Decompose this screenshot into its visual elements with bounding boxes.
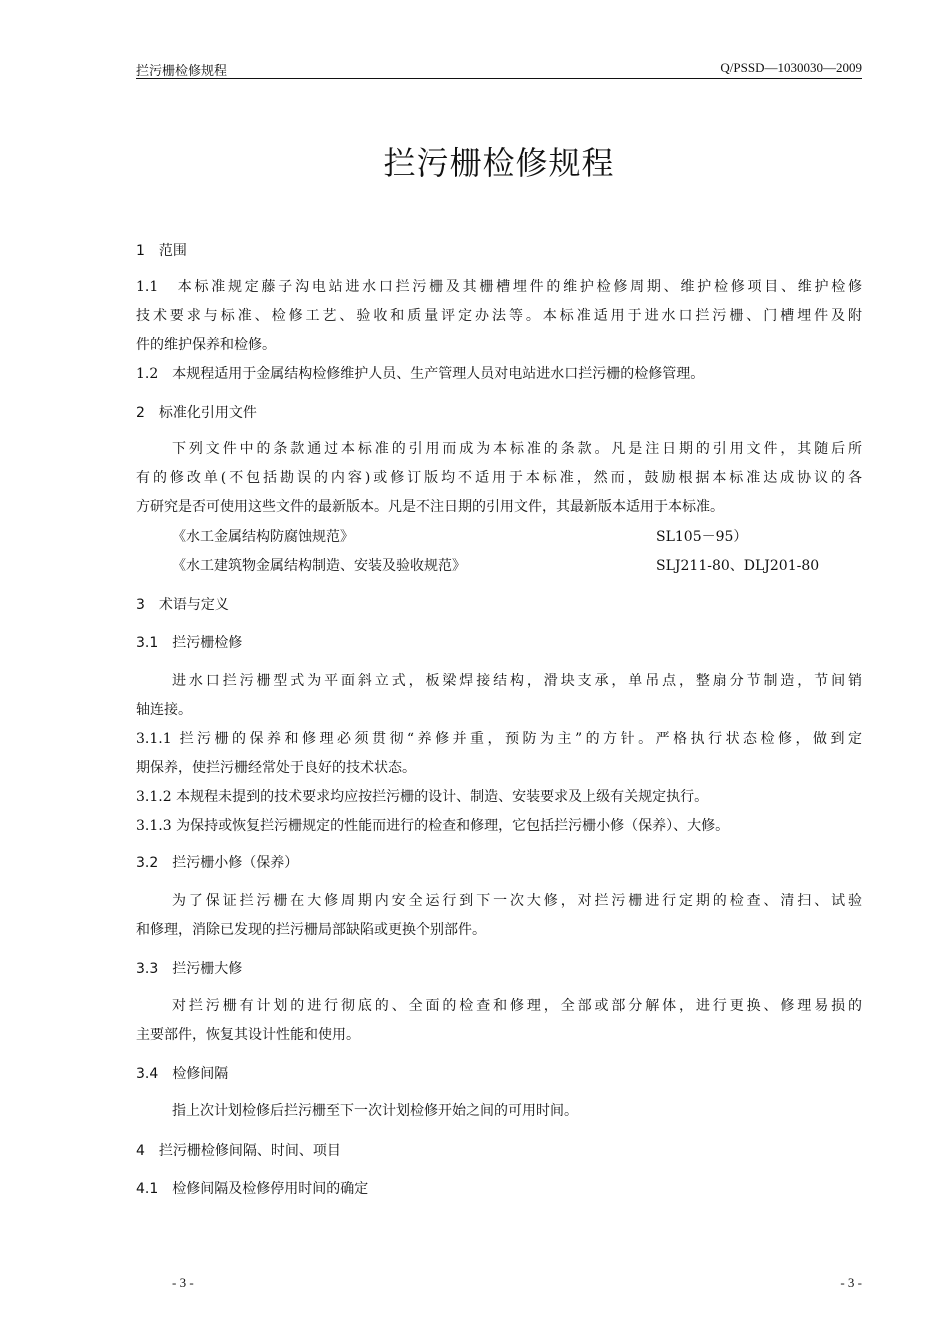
section-2-heading: 2 标准化引用文件 <box>136 405 257 421</box>
para-1-1-line-1: 1.1 本标准规定藤子沟电站进水口拦污栅及其栅槽埋件的维护检修周期、维护检修项目、维护检修 <box>136 279 862 295</box>
para-3-4: 指上次计划检修后拦污栅至下一次计划检修开始之间的可用时间。 <box>172 1103 578 1119</box>
reference-code: SL105－95） <box>656 529 748 545</box>
reference-name: 《水工建筑物金属结构制造、安装及验收规范》 <box>172 558 466 574</box>
para-2-line-1: 下列文件中的条款通过本标准的引用而成为本标准的条款。凡是注日期的引用文件，其随后所 <box>172 441 862 457</box>
page-title: 拦污栅检修规程 <box>383 144 615 182</box>
para-3-1-line-2: 轴连接。 <box>136 702 192 718</box>
para-3-1-1-line-2: 期保养，使拦污栅经常处于良好的技术状态。 <box>136 760 416 776</box>
para-3-1-line-1: 进水口拦污栅型式为平面斜立式，板梁焊接结构，滑块支承，单吊点，整扇分节制造，节间销 <box>172 673 862 689</box>
reference-name: 《水工金属结构防腐蚀规范》 <box>172 529 354 545</box>
para-3-2-line-1: 为了保证拦污栅在大修周期内安全运行到下一次大修，对拦污栅进行定期的检查、清扫、试验 <box>172 893 862 909</box>
section-3-heading: 3 术语与定义 <box>136 597 229 613</box>
para-3-1-3: 3.1.3 为保持或恢复拦污栅规定的性能而进行的检查和修理，它包括拦污栅小修（保养）、大修。 <box>136 818 730 834</box>
header-rule <box>136 78 862 79</box>
subsection-3-3-heading: 3.3 拦污栅大修 <box>136 961 243 977</box>
subsection-3-2-heading: 3.2 拦污栅小修（保养） <box>136 855 299 871</box>
section-1-heading: 1 范围 <box>136 243 187 259</box>
subsection-3-1-heading: 3.1 拦污栅检修 <box>136 635 243 651</box>
footer-page-number-right: - 3 - <box>840 1275 862 1290</box>
header-doc-code: Q/PSSD—1030030—2009 <box>720 60 862 75</box>
para-1-2: 1.2 本规程适用于金属结构检修维护人员、生产管理人员对电站进水口拦污栅的检修管理。 <box>136 366 705 382</box>
para-2-line-2: 有的修改单(不包括勘误的内容)或修订版均不适用于本标准，然而，鼓励根据本标准达成协议的各 <box>136 470 862 486</box>
reference-code: SLJ211-80、DLJ201-80 <box>656 558 820 574</box>
para-3-3-line-1: 对拦污栅有计划的进行彻底的、全面的检查和修理，全部或部分解体，进行更换、修理易损的 <box>172 998 862 1014</box>
para-3-3-line-2: 主要部件，恢复其设计性能和使用。 <box>136 1027 360 1043</box>
para-3-2-line-2: 和修理，消除已发现的拦污栅局部缺陷或更换个别部件。 <box>136 922 486 938</box>
section-4-heading: 4 拦污栅检修间隔、时间、项目 <box>136 1143 341 1159</box>
para-1-1-line-3: 件的维护保养和检修。 <box>136 337 276 353</box>
footer-page-number-left: - 3 - <box>172 1275 194 1290</box>
para-2-line-3: 方研究是否可使用这些文件的最新版本。凡是不注日期的引用文件，其最新版本适用于本标准。 <box>136 499 724 515</box>
para-1-1-line-2: 技术要求与标准、检修工艺、验收和质量评定办法等。本标准适用于进水口拦污栅、门槽埋件及附 <box>136 308 862 324</box>
para-3-1-2: 3.1.2 本规程未提到的技术要求均应按拦污栅的设计、制造、安装要求及上级有关规定执行。 <box>136 789 709 805</box>
subsection-3-4-heading: 3.4 检修间隔 <box>136 1066 229 1082</box>
para-3-1-1-line-1: 3.1.1 拦污栅的保养和修理必须贯彻“养修并重，预防为主”的方针。严格执行状态检修，做到定 <box>136 731 862 747</box>
subsection-4-1-heading: 4.1 检修间隔及检修停用时间的确定 <box>136 1181 369 1197</box>
header-left-title: 拦污栅检修规程 <box>136 63 228 78</box>
